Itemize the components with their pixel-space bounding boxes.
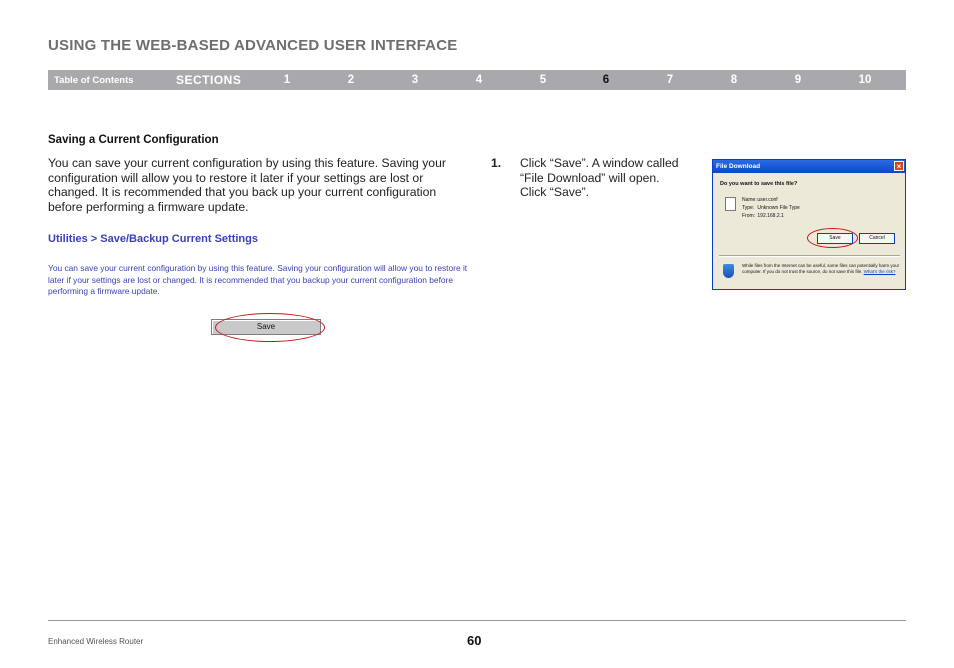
section-link-10[interactable]: 10	[858, 74, 872, 86]
dialog-warning	[742, 263, 902, 275]
file-icon	[725, 197, 736, 211]
section-link-2[interactable]: 2	[347, 74, 355, 86]
name-label: Name:	[742, 197, 757, 203]
utility-description: You can save your current configuration by using this feature. Saving your configuration will allow you to restore it later if your settings are lost or changed. It is recommended that you backup your current configuration before performing a firmware update.	[48, 263, 468, 297]
dialog-highlight-circle	[807, 228, 858, 248]
dialog-titlebar	[713, 160, 905, 173]
section-subheading: Saving a Current Configuration	[48, 134, 219, 146]
dialog-question: Do you want to save this file?	[720, 181, 798, 187]
section-nav-bar	[48, 70, 906, 90]
page-header-title: USING THE WEB-BASED ADVANCED USER INTERFACE	[48, 37, 458, 54]
section-link-4[interactable]: 4	[475, 74, 483, 86]
type-label: Type:	[742, 204, 755, 211]
risk-link[interactable]: What's the risk?	[863, 269, 896, 274]
shield-icon	[723, 264, 734, 278]
section-link-7[interactable]: 7	[666, 74, 674, 86]
footer-product-name: Enhanced Wireless Router	[48, 637, 144, 646]
dialog-divider	[719, 255, 900, 257]
utility-title: Utilities > Save/Backup Current Settings	[48, 233, 258, 245]
save-button[interactable]: Save	[211, 319, 321, 335]
dialog-cancel-button[interactable]: Cancel	[859, 233, 895, 244]
file-info	[742, 197, 800, 220]
warning-text: While files from the Internet can be useful, some files can potentially harm your computer. If you do not trust the source, do not save this file.	[742, 263, 900, 274]
step-number: 1.	[491, 156, 502, 170]
section-link-9[interactable]: 9	[794, 74, 802, 86]
step-text: Click “Save”. A window called “File Download” will open. Click “Save”.	[520, 156, 679, 199]
dialog-title: File Download	[716, 163, 761, 170]
section-link-3[interactable]: 3	[411, 74, 419, 86]
section-link-8[interactable]: 8	[730, 74, 738, 86]
section-link-6[interactable]: 6	[602, 74, 610, 86]
table-of-contents-link[interactable]: Table of Contents	[54, 75, 134, 86]
close-icon[interactable]: ×	[894, 161, 904, 171]
page-number: 60	[467, 633, 482, 648]
from-label: From:	[742, 212, 756, 219]
section-link-5[interactable]: 5	[539, 74, 547, 86]
file-download-dialog	[712, 159, 906, 290]
footer-divider	[48, 620, 906, 621]
dialog-save-button[interactable]: Save	[817, 233, 853, 244]
sections-label: SECTIONS	[176, 73, 242, 87]
intro-paragraph: You can save your current configuration by using this feature. Saving your configuration will allow you to restore it later if your settings are lost or changed. It is recommended that you back up your current configuration before performing a firmware update.	[48, 156, 446, 214]
type-value: Unknown File Type	[757, 204, 800, 211]
from-value: 192.168.2.1	[757, 212, 784, 219]
name-value: user.conf	[757, 197, 778, 203]
section-link-1[interactable]: 1	[283, 74, 291, 86]
